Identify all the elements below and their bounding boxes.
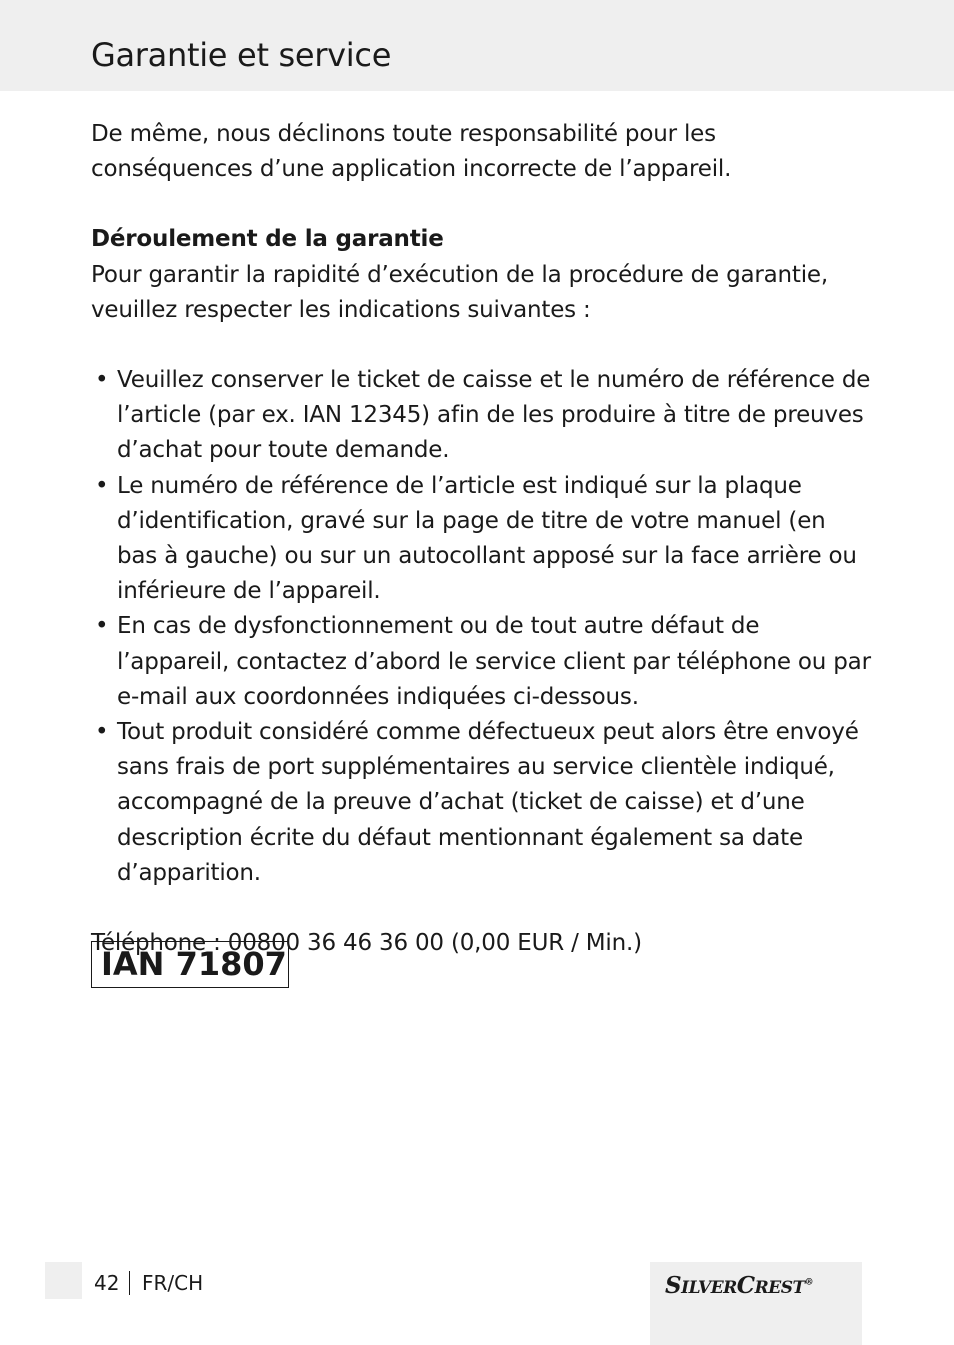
list-item: • En cas de dysfonctionnement ou de tout autre défaut de l’appareil, contactez d’abord le service client par téléphone ou par e-mail aux coordonnées indiquées ci-dessous. (91, 609, 871, 715)
lead-paragraph: Pour garantir la rapidité d’exécution de la procédure de garantie, veuillez respecter les indications suivantes : (91, 261, 828, 323)
locale-label: FR/CH (142, 1271, 204, 1295)
section-heading: Déroulement de la garantie (91, 226, 444, 253)
ian-code-box: IAN 71807 (91, 941, 289, 988)
brand-logo: SILVERCREST® (665, 1272, 814, 1299)
page-title: Garantie et service (91, 36, 392, 74)
bullet-list (91, 363, 871, 891)
list-item: • Le numéro de référence de l’article est indiqué sur la plaque d’identification, gravé sur la page de titre de votre manuel (en bas à gauche) ou sur un autocollant apposé sur la face arrière ou inférieure de l’appareil. (91, 469, 871, 610)
list-item: • Veuillez conserver le ticket de caisse et le numéro de référence de l’article (par ex. IAN 12345) afin de les produire à titre de preuves d’achat pour toute demande. (91, 363, 871, 469)
list-item: • Tout produit considéré comme défectueux peut alors être envoyé sans frais de port supplémentaires au service clientèle indiqué, accompagné de la preuve d’achat (ticket de caisse) et d’une description écrite du défaut mentionnant également sa date d’apparition. (91, 715, 871, 891)
content (91, 117, 871, 961)
page-number: 42 (94, 1271, 130, 1295)
intro-paragraph: De même, nous déclinons toute responsabilité pour les conséquences d’une application incorrecte de l’appareil. (91, 121, 732, 183)
footer-marker (45, 1262, 82, 1299)
phone-line: Téléphone : 00800 36 46 36 00 (0,00 EUR / Min.) (91, 930, 642, 957)
